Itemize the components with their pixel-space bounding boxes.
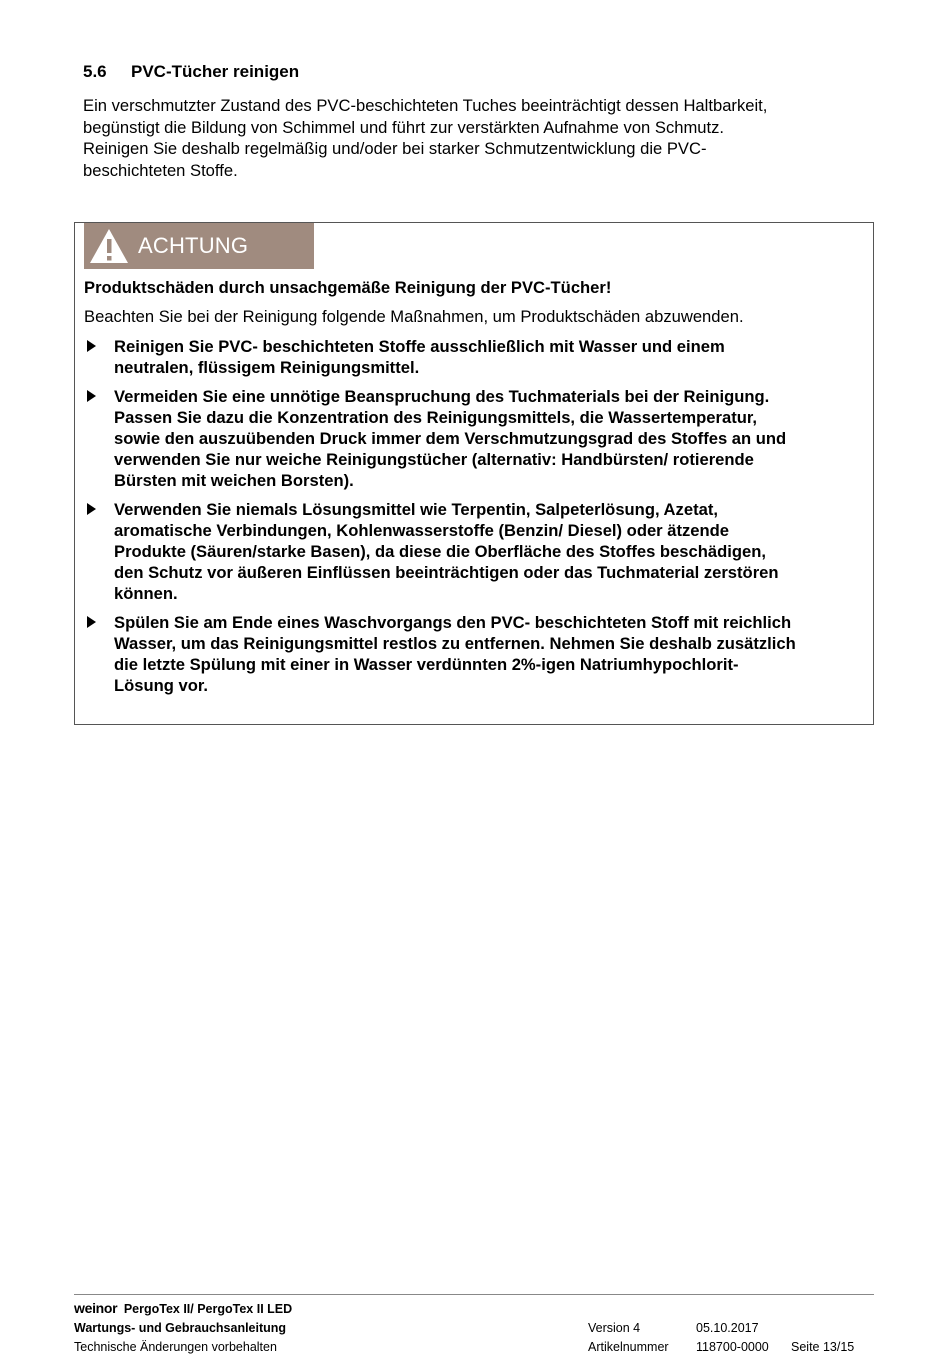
list-item-line: aromatische Verbindungen, Kohlenwasserstoffe (Benzin/ Diesel) oder ätzende — [114, 521, 730, 540]
intro-line: Ein verschmutzter Zustand des PVC-beschichteten Tuches beeinträchtigt dessen Haltbarkeit, — [83, 96, 768, 115]
list-item-line: die letzte Spülung mit einer in Wasser verdünnten 2%-igen Natriumhypochlorit- — [114, 655, 739, 674]
list-item-line: Reinigen Sie PVC- beschichteten Stoffe ausschließlich mit Wasser und einem — [114, 337, 725, 356]
warning-box — [74, 222, 874, 725]
warning-list — [84, 336, 868, 704]
section-heading — [83, 62, 299, 82]
bullet-arrow-icon — [87, 340, 96, 352]
list-item-line: Verwenden Sie niemals Lösungsmittel wie Terpentin, Salpeterlösung, Azetat, — [114, 500, 718, 519]
footer-doc-title: Wartungs- und Gebrauchsanleitung — [74, 1321, 287, 1335]
footer-divider — [74, 1294, 874, 1295]
bullet-arrow-icon — [87, 503, 96, 515]
brand-logo: weinor — [74, 1300, 118, 1316]
warning-label-text: ACHTUNG — [138, 233, 249, 258]
list-item-line: Lösung vor. — [114, 676, 209, 695]
section-title: PVC-Tücher reinigen — [131, 62, 300, 81]
section-number: 5.6 — [83, 62, 107, 81]
list-item-line: Produkte (Säuren/starke Basen), da diese die Oberfläche des Stoffes beschädigen, — [114, 542, 766, 561]
intro-line: begünstigt die Bildung von Schimmel und führt zur verstärkten Aufnahme von Schmutz. — [83, 117, 725, 137]
intro-line: Reinigen Sie deshalb regelmäßig und/oder bei starker Schmutzentwicklung die PVC- — [83, 139, 707, 158]
section-intro — [83, 95, 863, 181]
list-item-line: neutralen, flüssigem Reinigungsmittel. — [114, 358, 420, 377]
list-item-line: können. — [114, 584, 178, 603]
list-item — [84, 336, 868, 378]
footer-disclaimer: Technische Änderungen vorbehalten — [74, 1340, 277, 1354]
footer-date: 05.10.2017 — [696, 1321, 759, 1335]
footer-article-number: 118700-0000 — [696, 1340, 769, 1354]
list-item — [84, 499, 868, 604]
warning-title: Produktschäden durch unsachgemäße Reinigung der PVC-Tücher! — [84, 278, 612, 297]
warning-label — [84, 223, 314, 269]
list-item-line: Passen Sie dazu die Konzentration des Reinigungsmittels, die Wassertemperatur, — [114, 408, 758, 427]
footer-version: Version 4 — [588, 1321, 641, 1335]
list-item-line: verwenden Sie nur weiche Reinigungstücher (alternativ: Handbürsten/ rotierende — [114, 450, 754, 469]
intro-line: beschichteten Stoffe. — [83, 160, 238, 180]
list-item-line: Spülen Sie am Ende eines Waschvorgangs den PVC- beschichteten Stoff mit reichlich — [114, 613, 792, 632]
list-item-line: Wasser, um das Reinigungsmittel restlos zu entfernen. Nehmen Sie deshalb zusätzlich — [114, 634, 796, 653]
list-item-line: Vermeiden Sie eine unnötige Beanspruchung des Tuchmaterials bei der Reinigung. — [114, 387, 770, 406]
list-item — [84, 612, 868, 696]
list-item-line: den Schutz vor äußeren Einflüssen beeinträchtigen oder das Tuchmaterial zerstören — [114, 563, 779, 582]
list-item-line: Bürsten mit weichen Borsten). — [114, 471, 354, 490]
list-item — [84, 386, 868, 491]
list-item-line: sowie den auszuübenden Druck immer dem Verschmutzungsgrad des Stoffes an und — [114, 429, 787, 448]
warning-triangle-icon — [88, 227, 130, 265]
footer-page-number: Seite 13/15 — [791, 1340, 855, 1354]
bullet-arrow-icon — [87, 616, 96, 628]
footer-product: PergoTex II/ PergoTex II LED — [123, 1302, 293, 1316]
bullet-arrow-icon — [87, 390, 96, 402]
warning-intro: Beachten Sie bei der Reinigung folgende Maßnahmen, um Produktschäden abzuwenden. — [84, 307, 744, 326]
footer-article-label: Artikelnummer — [588, 1340, 669, 1354]
